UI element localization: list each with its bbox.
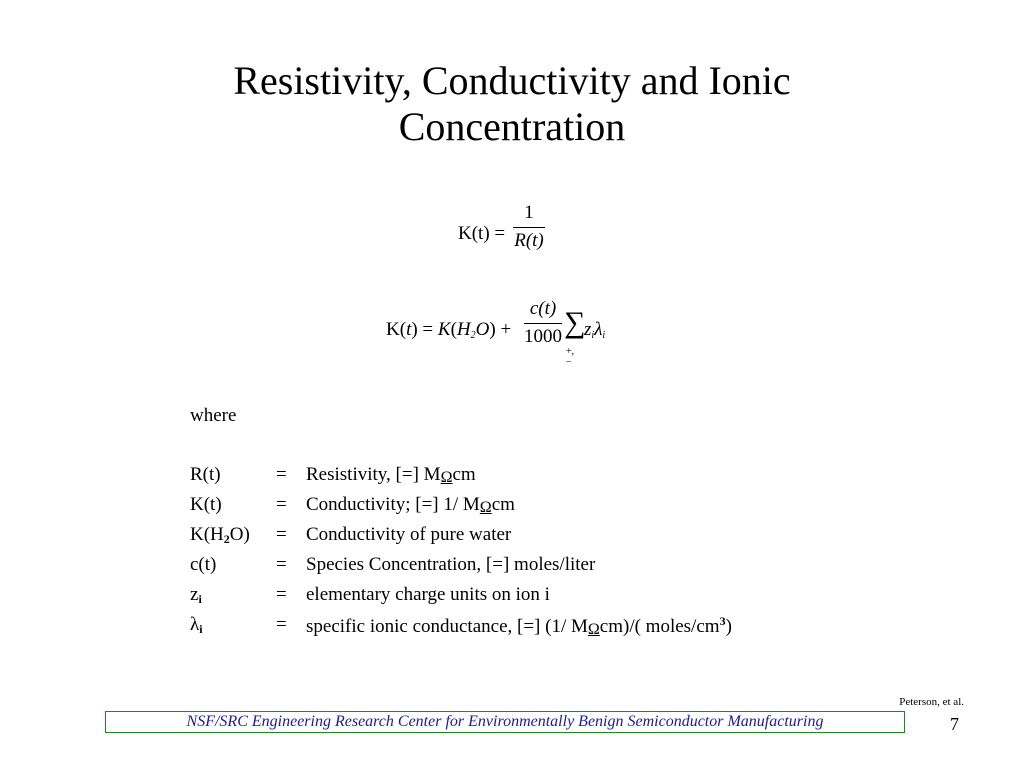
eq2-term1-sub: 2	[470, 330, 476, 341]
symbol-part: O)	[229, 524, 250, 545]
definition-row-conductivity	[190, 494, 750, 524]
definition-row-resistivity	[190, 464, 750, 494]
eq2-term1-o: O	[475, 319, 490, 340]
fraction-bar	[524, 323, 562, 324]
eq2-lambda: λ	[594, 319, 603, 340]
equation2-lhs	[386, 319, 511, 341]
definition-equals: =	[276, 464, 287, 485]
definition-description	[306, 494, 515, 517]
definition-equals: =	[276, 584, 287, 605]
unit-superscript: 3	[719, 614, 726, 628]
slide-title	[112, 58, 912, 150]
definition-symbol: c(t)	[190, 554, 217, 575]
equation2-denominator: 1000	[524, 326, 562, 347]
omega-symbol: Ω	[440, 469, 453, 486]
definition-equals: =	[276, 554, 287, 575]
footer-center-name: NSF/SRC Engineering Research Center for Environmentally Benign Semiconductor Manufacturing	[105, 711, 905, 733]
symbol-subscript: i	[198, 592, 202, 606]
summation-sign: ∑	[564, 306, 586, 339]
definition-symbol	[190, 614, 203, 637]
summation-subscript: +,−	[566, 346, 575, 368]
definition-description	[306, 614, 732, 639]
definition-symbol: R(t)	[190, 464, 221, 485]
where-label: where	[190, 405, 237, 426]
definition-text: Resistivity, [=] M	[306, 464, 441, 485]
eq2-z: z	[584, 319, 592, 340]
symbol-part: K(H	[190, 524, 224, 545]
definition-text: Conductivity; [=] 1/ M	[306, 494, 480, 515]
definition-unit: cm)/( moles/cm	[599, 616, 720, 637]
eq2-lambda-sub: i	[602, 330, 606, 341]
equation2-numerator: c(t)	[529, 298, 557, 319]
equation2-fraction	[524, 298, 562, 348]
fraction-bar	[513, 227, 545, 228]
equation1-numerator: 1	[524, 202, 534, 223]
definition-row-ionic-conductance	[190, 614, 750, 644]
definition-text: specific ionic conductance, [=] (1/ M	[306, 616, 588, 637]
eq2-t: t	[406, 319, 412, 340]
attribution-text: Peterson, et al.	[899, 696, 964, 708]
equation1-denominator: R(t)	[514, 230, 544, 251]
eq2-z-sub: i	[591, 330, 595, 341]
definition-row-charge	[190, 584, 750, 614]
definition-description: elementary charge units on ion i	[306, 584, 550, 605]
definition-equals: =	[276, 494, 287, 515]
symbol-part: λ	[190, 614, 200, 635]
definition-description: Species Concentration, [=] moles/liter	[306, 554, 596, 575]
eq2-close-equals: ) =	[411, 319, 438, 340]
definitions-list	[190, 464, 750, 644]
definition-row-concentration	[190, 554, 750, 584]
eq2-term1-open: (	[450, 319, 457, 340]
equation1-fraction	[513, 202, 545, 252]
slide-title-line-2: Concentration	[398, 104, 626, 149]
page-number: 7	[950, 714, 959, 734]
symbol-subscript: 2	[223, 532, 230, 546]
definition-unit-end: )	[725, 616, 732, 637]
definition-unit: cm	[452, 464, 476, 485]
definition-symbol	[190, 584, 202, 607]
definition-row-pure-water	[190, 524, 750, 554]
definition-equals: =	[276, 524, 287, 545]
eq2-term1-close: ) +	[489, 319, 512, 340]
eq2-term1-h: H	[456, 319, 471, 340]
slide-title-line-1: Resistivity, Conductivity and Ionic	[233, 58, 791, 103]
eq2-term1-k: K	[437, 319, 451, 340]
summation-terms	[584, 319, 605, 341]
omega-symbol: Ω	[479, 499, 492, 516]
definition-unit: cm	[491, 494, 515, 515]
equation1-lhs: K(t) =	[458, 223, 506, 244]
definition-symbol	[190, 524, 250, 547]
eq2-k-open: K(	[386, 319, 407, 340]
definition-symbol: K(t)	[190, 494, 222, 515]
symbol-part: z	[190, 584, 199, 605]
definition-equals: =	[276, 614, 287, 635]
definition-description: Conductivity of pure water	[306, 524, 512, 545]
omega-symbol: Ω	[587, 621, 600, 638]
definition-description	[306, 464, 476, 487]
symbol-subscript: i	[199, 622, 203, 636]
